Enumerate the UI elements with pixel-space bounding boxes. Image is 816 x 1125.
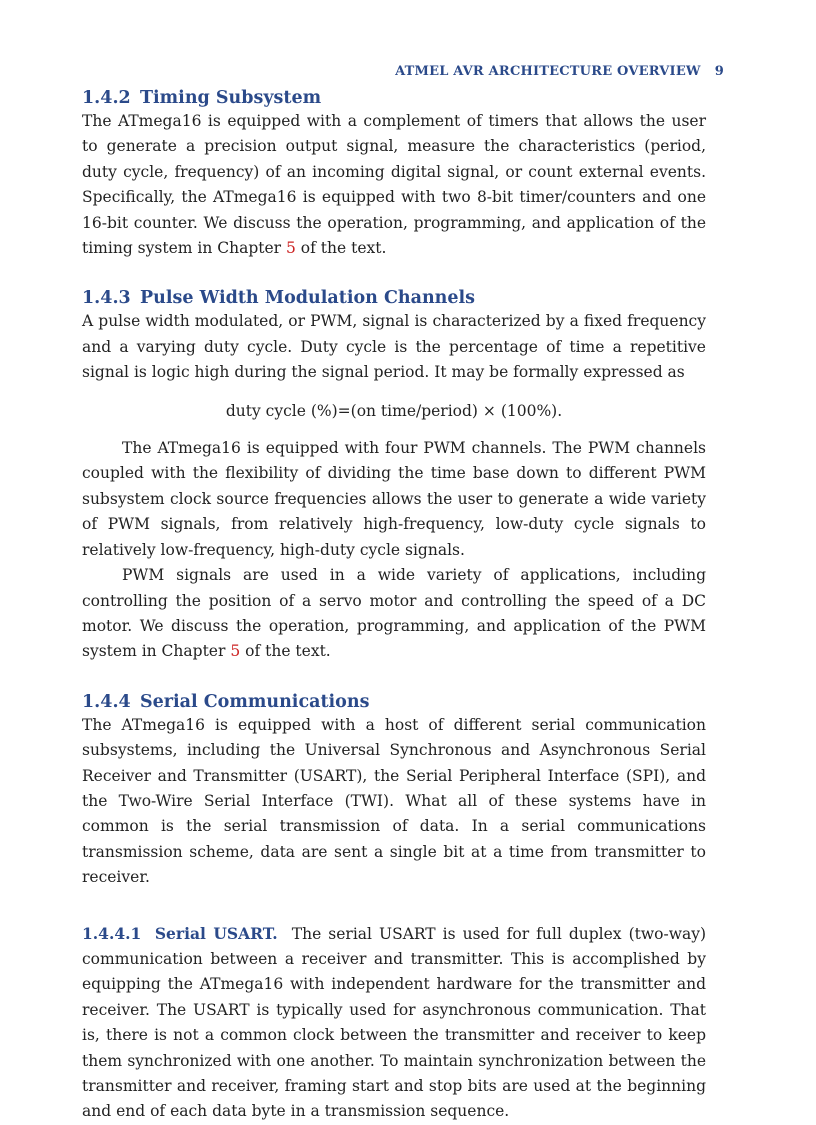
section-title: Timing Subsystem — [140, 88, 322, 108]
section-1-4-4-1-paragraph — [82, 921, 706, 1125]
section-1-4-3-paragraph-2: The ATmega16 is equipped with four PWM channels. The PWM channels coupled with the flexibility of dividing the time base down to different PWM subsystem clock source frequencies allows the user to generate a wide variety of PWM signals, from relatively high-frequency, low-duty cycle signals to relatively low-frequency, high-duty cycle signals. — [82, 439, 706, 559]
paragraph-text: of the text. — [240, 642, 331, 661]
section-number: 1.4.3 — [82, 288, 131, 309]
chapter-ref-link[interactable]: 5 — [230, 642, 241, 661]
page-number: 9 — [714, 64, 724, 79]
running-head-title: ATMEL AVR ARCHITECTURE OVERVIEW — [395, 64, 701, 79]
section-1-4-2-paragraph — [82, 109, 706, 261]
section-title: Pulse Width Modulation Channels — [140, 288, 476, 309]
section-title: Serial Communications — [140, 691, 370, 712]
subsection-heading — [82, 924, 278, 943]
paragraph-text: The serial USART is used for full duplex (two-way) communication between a receiver and transmitter. This is accomplished by equipping the ATmega16 with independent hardware for the transmitter and receiver. The USART is typically used for asynchronous communication. That is, there is not a common clock between the transmitter and receiver to keep them synchronized with one another. To maintain synchronization between the transmitter and receiver, framing start and stop bits are used at the beginning and end of each data byte in a transmission sequence. — [82, 924, 707, 1121]
chapter-ref-link[interactable]: 5 — [285, 239, 296, 258]
section-1-4-4-heading — [82, 692, 706, 712]
subsection-number: 1.4.4.1 — [82, 923, 142, 943]
subsection-title: Serial USART. — [154, 923, 278, 943]
section-1-4-2-heading — [82, 88, 706, 108]
section-1-4-3-paragraph-3 — [82, 563, 706, 665]
paragraph-text: PWM signals are used in a wide variety of applications, including controlling the position of a servo motor and controlling the speed of a DC motor. We discuss the operation, programming, and application of the PWM system in Chapter — [82, 566, 706, 661]
section-1-4-3-heading — [82, 288, 706, 308]
duty-cycle-equation: duty cycle (%)=(on time/period) × (100%). — [225, 401, 563, 420]
page-body — [82, 60, 706, 1125]
section-1-4-4-paragraph: The ATmega16 is equipped with a host of different serial communication subsystems, including the Universal Synchronous and Asynchronous Serial Receiver and Transmitter (USART), the Serial Peripheral Interface (SPI), and the Two-Wire Serial Interface (TWI). What all of these systems have in common is the serial transmission of data. In a serial communications transmission scheme, data are sent a single bit at a time from transmitter to receiver. — [82, 715, 706, 887]
section-number: 1.4.4 — [82, 691, 131, 712]
paragraph-text: of the text. — [295, 239, 387, 258]
section-1-4-3-paragraph-1: A pulse width modulated, or PWM, signal is characterized by a fixed frequency and a varying duty cycle. Duty cycle is the percentage of time a repetitive signal is logic high during the signal period. It may be formally expressed as — [82, 312, 706, 382]
paragraph-text: The ATmega16 is equipped with a complement of timers that allows the user to generate a precision output signal, measure the characteristics (period, duty cycle, frequency) of an incoming digital signal, or count external events. Specifically, the ATmega16 is equipped with two 8-bit timer/counters and one 16-bit counter. We discuss the operation, programming, and application of the timing system in Chapter — [82, 112, 706, 258]
section-number: 1.4.2 — [82, 88, 131, 108]
